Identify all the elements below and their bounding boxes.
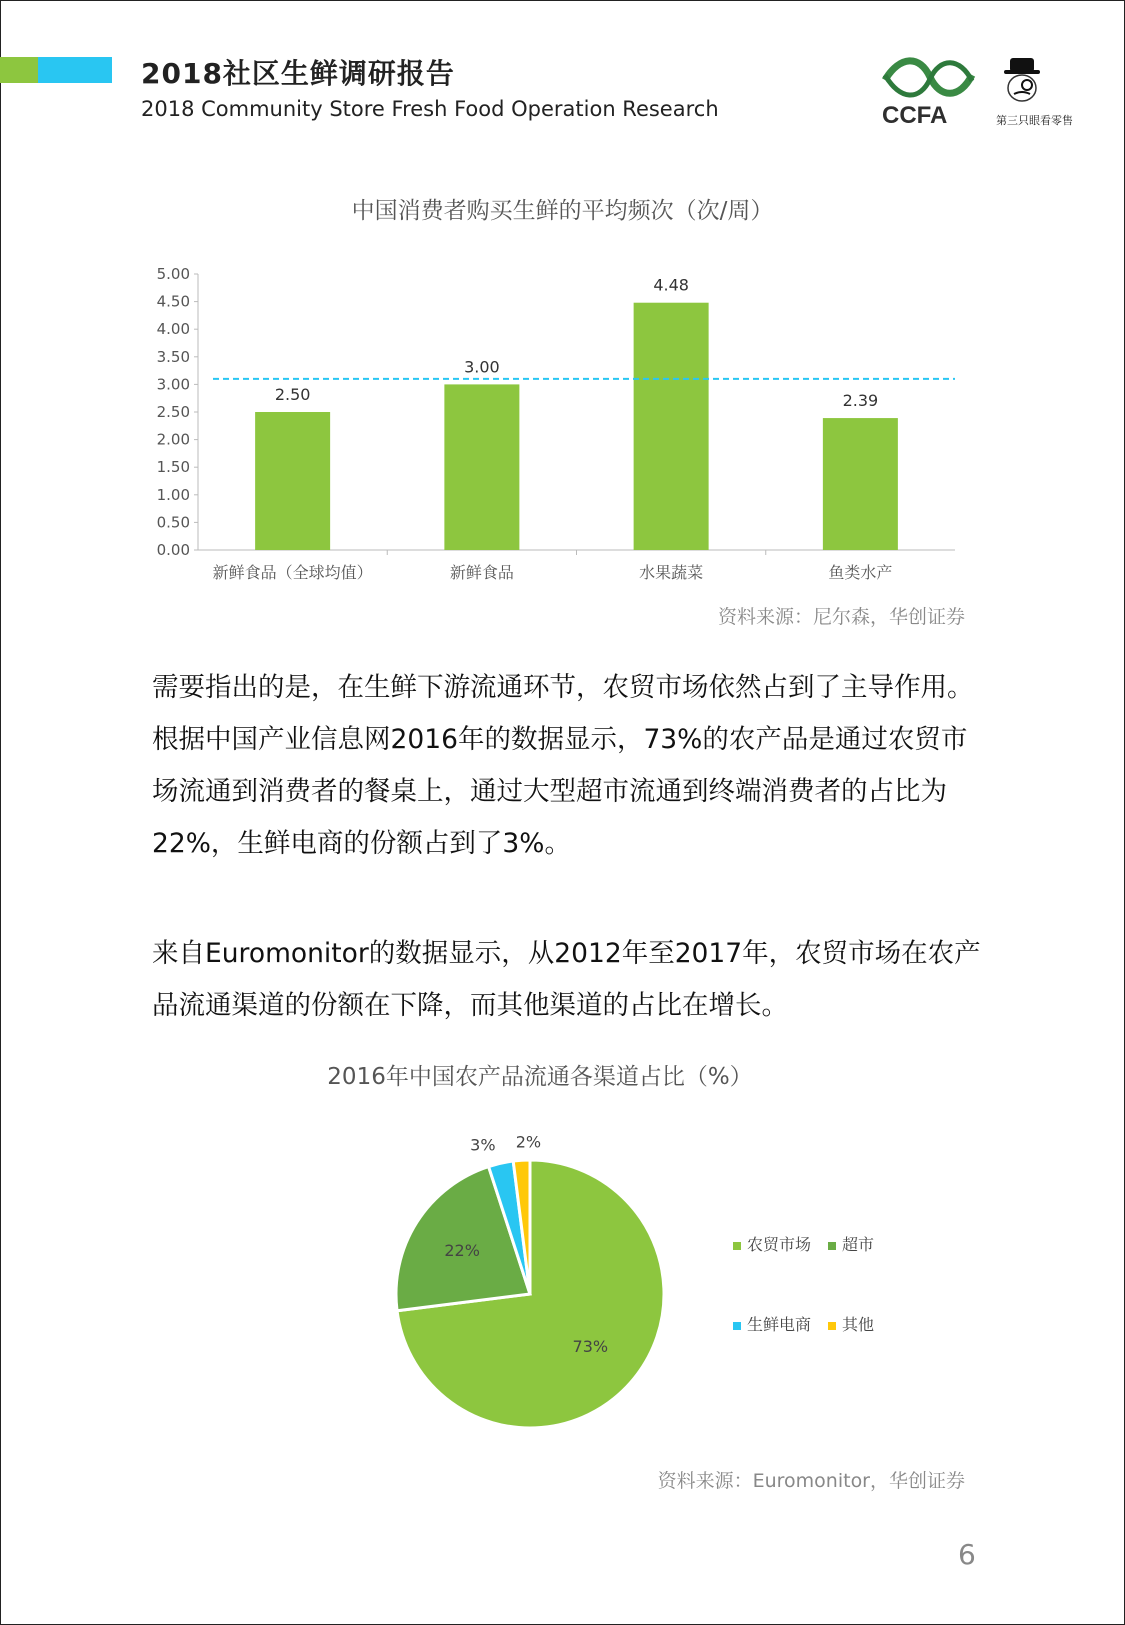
y-tick-label: 2.00 [156, 430, 190, 449]
document-title: 2018社区生鲜调研报告 [141, 57, 455, 90]
y-tick-label: 0.50 [156, 513, 190, 532]
body-paragraph-1: 需要指出的是，在生鲜下游流通环节，农贸市场依然占到了主导作用。根据中国产业信息网2016年的数据显示，73%的农产品是通过农贸市场流通到消费者的餐桌上，通过大型超市流通到终端消费者的占比为22%，生鲜电商的份额占到了3%。 [152, 672, 974, 859]
pie-value-label: 3% [470, 1135, 496, 1155]
pie-value-label: 2% [515, 1132, 542, 1152]
x-category-label: 新鲜食品（全球均值） [212, 563, 373, 582]
legend-label: 生鲜电商 [747, 1315, 812, 1334]
document-subtitle: 2018 Community Store Fresh Food Operation Research [141, 97, 719, 121]
y-tick-label: 5.00 [156, 265, 190, 283]
y-tick-label: 1.00 [156, 485, 190, 504]
monocle-icon [1022, 80, 1032, 90]
legend-swatch [733, 1242, 741, 1250]
bar [634, 303, 709, 550]
pie-chart [360, 1120, 700, 1440]
legend-label: 其他 [842, 1315, 875, 1334]
pie-value-label: 73% [572, 1337, 609, 1357]
bar-value-label: 2.39 [842, 391, 879, 411]
ccfa-logo [880, 45, 980, 135]
legend-swatch [828, 1322, 836, 1330]
legend-label: 超市 [842, 1235, 875, 1254]
pie-chart-source: 资料来源：Euromonitor，华创证券 [657, 1470, 965, 1492]
page-number: 6 [958, 1538, 976, 1571]
x-category-label: 新鲜食品 [449, 563, 514, 582]
y-tick-label: 1.50 [156, 458, 190, 477]
y-tick-label: 0.00 [156, 541, 190, 559]
legend-swatch [828, 1242, 836, 1250]
pie-value-label: 22% [444, 1240, 480, 1260]
bar [444, 384, 519, 550]
legend-swatch [733, 1322, 741, 1330]
header-accent-cyan [38, 57, 112, 83]
legend-item [828, 1312, 874, 1335]
y-tick-label: 2.50 [156, 403, 190, 421]
y-tick-label: 4.50 [156, 292, 190, 311]
bar-chart [140, 255, 970, 585]
legend-item [733, 1312, 811, 1335]
y-tick-label: 3.50 [156, 347, 190, 366]
body-paragraph-2: 来自Euromonitor的数据显示，从2012年至2017年，农贸市场在农产品流通渠道的份额在下降，而其他渠道的占比在增长。 [152, 938, 981, 1021]
y-tick-label: 4.00 [156, 320, 190, 339]
bar-value-label: 3.00 [464, 357, 500, 377]
legend-item [733, 1232, 811, 1255]
mascot-logo-text: 第三只眼看零售 [996, 114, 1073, 127]
ccfa-logo-text: CCFA [882, 102, 948, 129]
legend-label: 农贸市场 [747, 1235, 812, 1254]
bar-chart-title: 中国消费者购买生鲜的平均频次（次/周） [351, 198, 774, 224]
hat-brim [1004, 70, 1040, 74]
bar [823, 418, 898, 550]
bar-value-label: 4.48 [653, 275, 689, 295]
x-category-label: 鱼类水产 [828, 563, 893, 582]
hat-icon [1010, 58, 1034, 72]
mustache-icon [1014, 92, 1030, 94]
legend-item [828, 1232, 874, 1255]
bar-value-label: 2.50 [274, 385, 311, 404]
header-accent-green [0, 57, 38, 83]
bar-chart-source: 资料来源：尼尔森，华创证券 [717, 606, 965, 628]
bar [255, 412, 330, 550]
x-category-label: 水果蔬菜 [639, 563, 704, 582]
y-tick-label: 3.00 [156, 375, 190, 394]
pie-chart-title: 2016年中国农产品流通各渠道占比（%） [327, 1064, 753, 1090]
